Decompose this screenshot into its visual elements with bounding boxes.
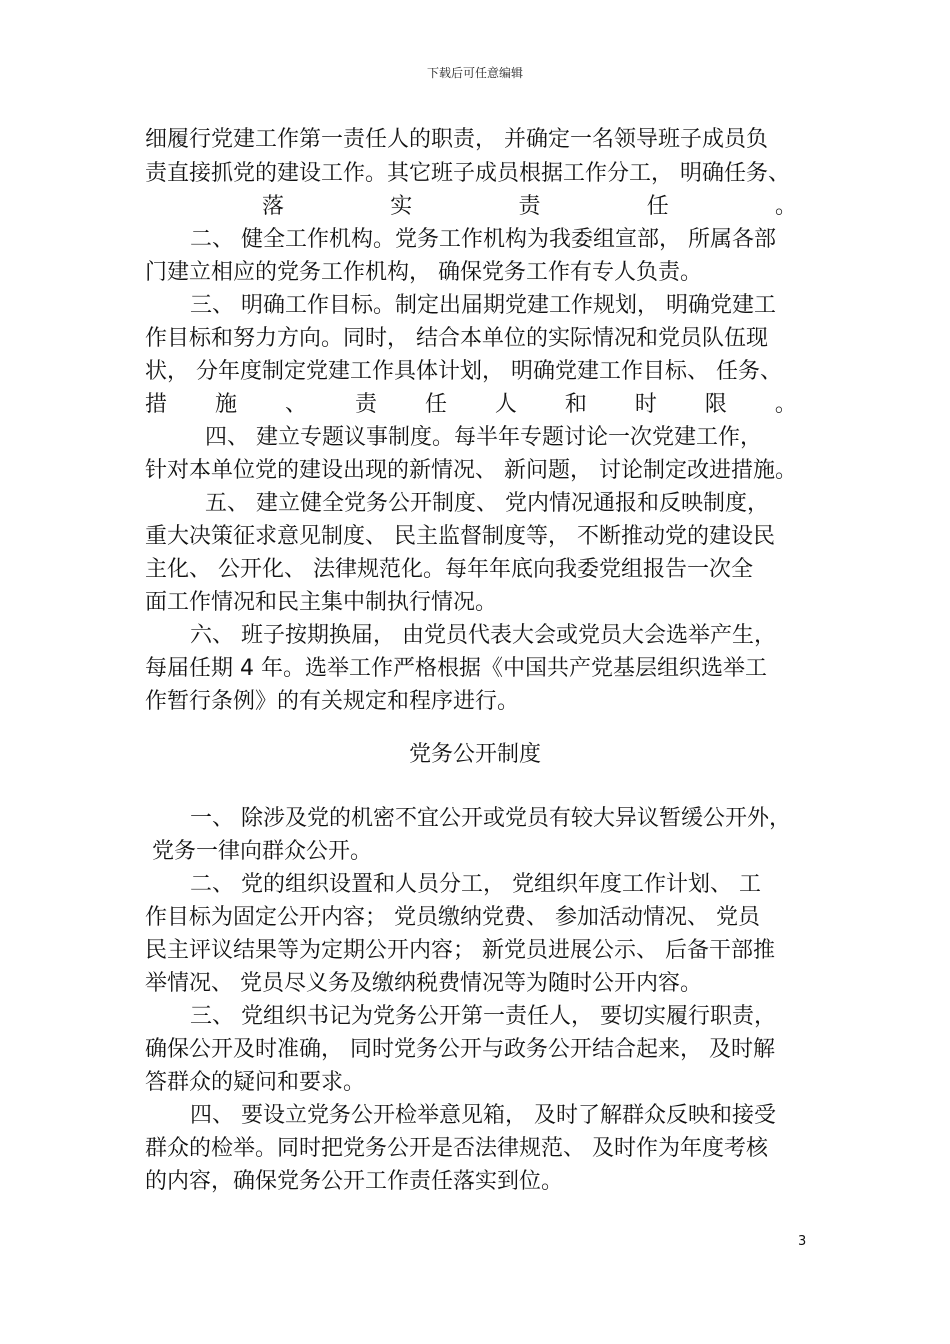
spread-char: 人: [494, 392, 517, 417]
page-header: 下载后可任意编辑: [426, 66, 523, 80]
spread-char: 措: [145, 392, 168, 417]
paragraph-line: 六、 班子按期换届， 由党员代表大会或党员大会选举产生，: [190, 623, 776, 648]
paragraph-line: 作目标为固定公开内容； 党员缴纳党费、 参加活动情况、 党员: [145, 905, 760, 930]
spread-char: 限: [704, 392, 727, 417]
paragraph-line: 答群众的疑问和要求。: [145, 1070, 366, 1095]
spread-char: 和: [564, 392, 587, 417]
paragraph-line: 三、 党组织书记为党务公开第一责任人， 要切实履行职责，: [190, 1004, 776, 1029]
spread-char: 责: [354, 392, 377, 417]
paragraph-line: 作暂行条例》的有关规定和程序进行。: [145, 689, 520, 714]
spread-char: 。: [774, 194, 797, 219]
paragraph-line: 党务一律向群众公开。: [152, 839, 373, 864]
paragraph-line: 四、 要设立党务公开检举意见箱， 及时了解群众反映和接受: [190, 1103, 776, 1128]
paragraph-line: 门建立相应的党务工作机构， 确保党务工作有专人负责。: [145, 260, 702, 285]
paragraph-line: 状， 分年度制定党建工作具体计划， 明确党建工作目标、 任务、: [145, 359, 782, 384]
spread-char: 、: [284, 392, 307, 417]
paragraph-line: 作目标和努力方向。同时， 结合本单位的实际情况和党员队伍现: [145, 326, 768, 351]
paragraph-line: 二、 党的组织设置和人员分工， 党组织年度工作计划、 工: [190, 872, 761, 897]
section-title: 党务公开制度: [408, 742, 541, 767]
page-number: 3: [798, 1234, 807, 1249]
paragraph-line: 细履行党建工作第一责任人的职责， 并确定一名领导班子成员负: [145, 127, 768, 152]
spread-char: 实: [390, 194, 413, 219]
paragraph-line: 主化、 公开化、 法律规范化。每年年底向我委党组报告一次全: [145, 557, 753, 582]
paragraph-line: 五、 建立健全党务公开制度、 党内情况通报和反映制度，: [205, 491, 769, 516]
paragraph-line: 二、 健全工作机构。党务工作机构为我委组宣部， 所属各部: [190, 227, 776, 252]
paragraph-line: 民主评议结果等为定期公开内容； 新党员进展公示、 后备干部推: [145, 938, 775, 963]
paragraph-line: 举情况、 党员尽义务及缴纳税费情况等为随时公开内容。: [145, 971, 702, 996]
paragraph-line: 针对本单位党的建设出现的新情况、 新问题， 讨论制定改进措施。: [145, 458, 797, 483]
spread-char: 。: [774, 392, 797, 417]
paragraph-line: 一、 除涉及党的机密不宜公开或党员有较大异议暂缓公开外，: [190, 806, 791, 831]
paragraph-line: 责直接抓党的建设工作。其它班子成员根据工作分工， 明确任务、: [145, 161, 790, 186]
spread-char: 责: [518, 194, 541, 219]
spread-char: 施: [214, 392, 237, 417]
spread-char: 任: [646, 194, 669, 219]
paragraph-line: 重大决策征求意见制度、 民主监督制度等， 不断推动党的建设民: [145, 524, 775, 549]
spread-line: [145, 388, 797, 422]
paragraph-line: 群众的检举。同时把党务公开是否法律规范、 及时作为年度考核: [145, 1136, 768, 1161]
paragraph-line: 三、 明确工作目标。制定出届期党建工作规划， 明确党建工: [190, 293, 776, 318]
paragraph-line: 每届任期 4 年。选举工作严格根据《中国共产党基层组织选举工: [145, 656, 767, 681]
paragraph-line: 确保公开及时准确， 同时党务公开与政务公开结合起来， 及时解: [145, 1037, 775, 1062]
spread-char: 时: [634, 392, 657, 417]
paragraph-line: 的内容，确保党务公开工作责任落实到位。: [145, 1169, 564, 1194]
paragraph-line: 四、 建立专题议事制度。每半年专题讨论一次党建工作，: [205, 425, 762, 450]
spread-line: [262, 190, 797, 224]
paragraph-line: 面工作情况和民主集中制执行情况。: [145, 590, 498, 615]
spread-char: 落: [262, 194, 285, 219]
spread-char: 任: [424, 392, 447, 417]
